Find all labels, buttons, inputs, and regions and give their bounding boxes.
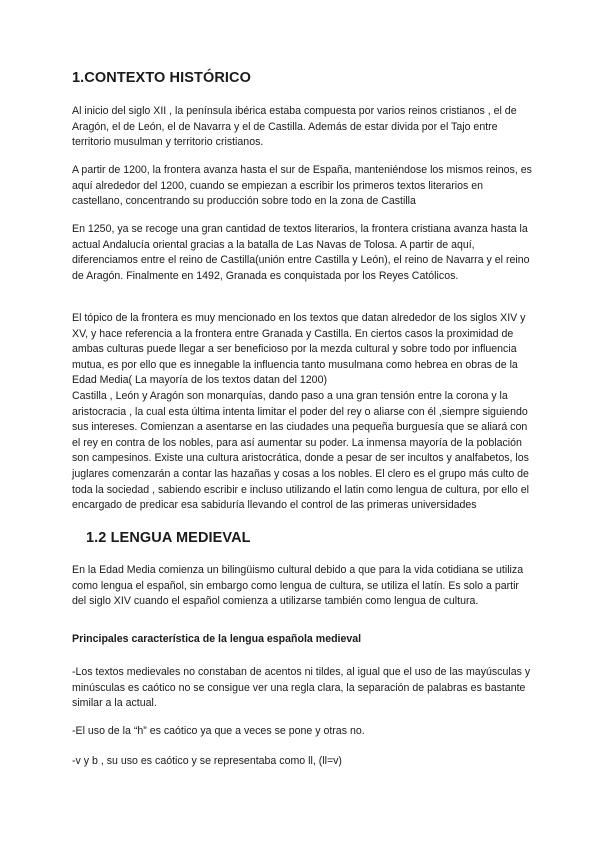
paragraph-year-1200: A partir de 1200, la frontera avanza hasta el sur de España, manteniéndose los mismos reinos, es aquí alrededor del 1200, cuando se empiezan a escribir los primeros textos literarios en castellano, concentrando su producción sobre todo en la zona de Castilla bbox=[72, 164, 532, 208]
paragraph-frontier-topic: El tópico de la frontera es muy mencionado en los textos que datan alrededor de los siglos XIV y XV, y hace referencia a la frontera entre Granada y Castilla. En ciertos casos la proximidad de ambas culturas puede llegar a ser beneficioso por la mezda cultural y sobre todo por influencia mutua, es por ello que es innegable la influencia tanto musulmana como hebrea en obras de la Edad Media( La mayoría de los textos datan del 1200) Castilla , León y Aragón son monarquías, dando paso a una gran tensión entre la corona y la aristocracia , la cual esta última intenta limitar el poder del rey o aliarse con él ,siempre siguiendo sus intereses. Comienzan a asentarse en las ciudades una pequeña burguesía que se aliará con el rey en contra de los nobles, para así aumentar su poder. La inmensa mayoría de la población son campesinos. Existe una cultura aristocrática, donde a pesar de ser incultos y analfabetos, los juglares comenzarán a contar las hazañas y cosas a los nobles. El clero es el grupo más culto de toda la sociedad , sabiendo escribir e incluso utilizando el latin como lengua de cultura, por ello el encargado de predicar esa sabiduría llevando el control de las primeras universidades bbox=[72, 312, 529, 512]
section-heading-historical-context: 1.CONTEXTO HISTÓRICO bbox=[72, 70, 251, 86]
list-item-v-and-b: -v y b , su uso es caótico y se representaba como ll, (ll=v) bbox=[72, 755, 342, 767]
paragraph-bilingualism: En la Edad Media comienza un bilingüismo cultural debido a que para la vida cotidiana se utiliza como lengua el español, sin embargo como lengua de cultura, se utiliza el latín. Es solo a partir del siglo XIV cuando el español comienza a utilizarse también como lengua de cultura. bbox=[72, 564, 524, 608]
subheading-main-features: Principales característica de la lengua española medieval bbox=[72, 633, 362, 645]
paragraph-year-1250: En 1250, ya se recoge una gran cantidad de textos literarios, la frontera cristiana avanza hasta la actual Andalucía oriental gracias a la batalla de Las Navas de Tolosa. A partir de aquí, diferenciamos entre el reino de Castilla(unión entre Castilla y León), el reino de Navarra y el reino de Aragón. Finalmente en 1492, Granada es conquistada por los Reyes Católicos. bbox=[72, 223, 530, 282]
paragraph-12th-century: Al inicio del siglo XII , la península ibérica estaba compuesta por varios reinos cristianos , el de Aragón, el de León, el de Navarra y el de Castilla. Además de estar divida por el Tajo entre territorio musulman y territorio cristianos. bbox=[72, 105, 517, 149]
section-heading-medieval-language: 1.2 LENGUA MEDIEVAL bbox=[86, 530, 251, 546]
list-item-letter-h: -El uso de la “h” es caótico ya que a veces se pone y otras no. bbox=[72, 725, 365, 737]
list-item-accents: -Los textos medievales no constaban de acentos ni tildes, al igual que el uso de las mayúsculas y minúsculas es caótico no se consigue ver una regla clara, la separación de palabras es bastante similar a la actual. bbox=[72, 666, 531, 710]
